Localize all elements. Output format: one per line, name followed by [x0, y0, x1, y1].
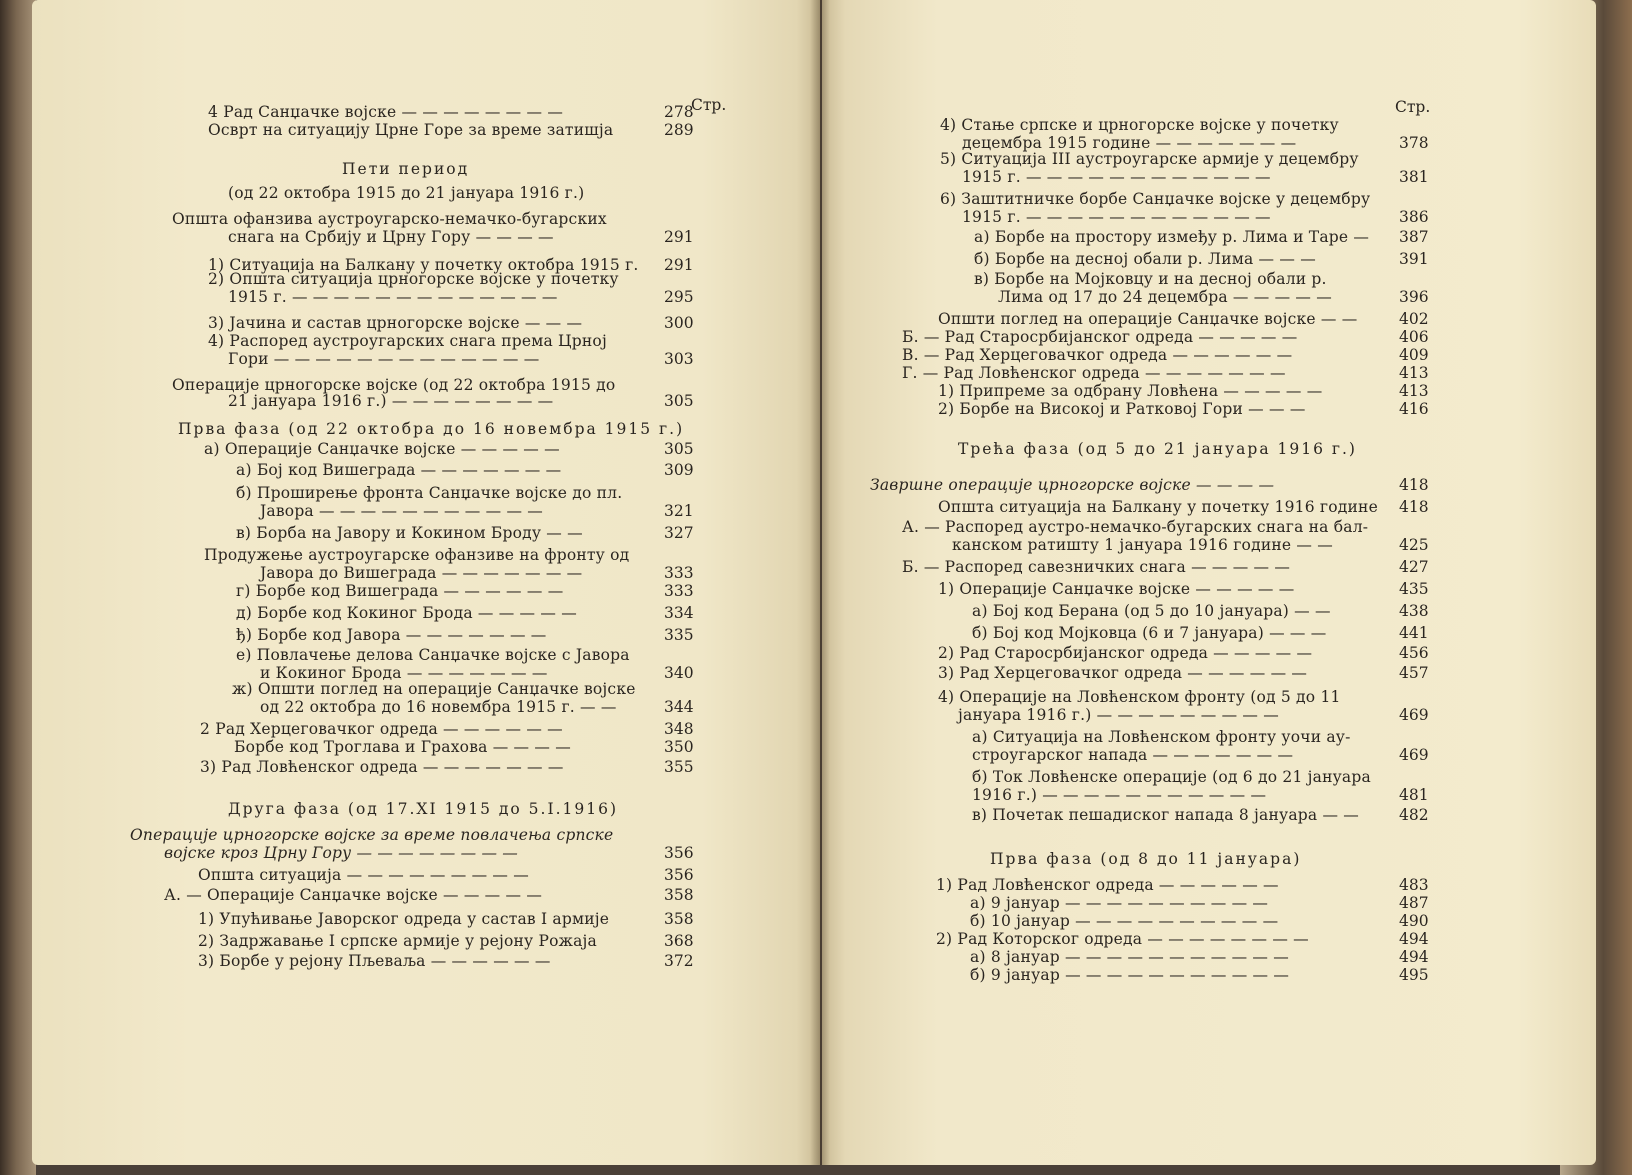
toc-page-number: 350 [664, 738, 694, 756]
toc-entry: и Кокиног Брода — — — — — — — [260, 664, 548, 682]
toc-entry: а) 9 јануар — — — — — — — — — — [970, 894, 1269, 912]
toc-page-number: 495 [1399, 966, 1429, 984]
toc-entry: снага на Србију и Црну Гору — — — — [228, 228, 554, 246]
toc-page-number: 435 [1399, 580, 1429, 598]
toc-entry: Општа ситуација на Балкану у почетку 1916 године [938, 498, 1378, 516]
toc-page-number: 494 [1399, 930, 1429, 948]
toc-entry: 1915 г. — — — — — — — — — — — — [962, 168, 1271, 186]
toc-entry: г) Борбе код Вишеграда — — — — — — [236, 582, 564, 600]
toc-page-number: 358 [664, 910, 694, 928]
toc-entry: е) Повлачење делова Санџачке војске с Јавора [236, 646, 630, 664]
toc-page-number: 378 [1399, 134, 1429, 152]
toc-entry: б) Ток Ловћенске операције (од 6 до 21 јануара [972, 768, 1371, 786]
toc-entry: Завршне операције црногорске војске — — — — [870, 476, 1275, 494]
toc-page-number: 438 [1399, 602, 1429, 620]
toc-entry: б) 10 јануар — — — — — — — — — — [970, 912, 1279, 930]
toc-entry: Гори — — — — — — — — — — — — — [228, 350, 540, 368]
toc-entry: од 22 октобра до 16 новембра 1915 г. — — [260, 698, 617, 716]
toc-entry: Г. — Рад Ловћенског одреда — — — — — — — [902, 364, 1286, 382]
toc-entry: 1) Операције Санџачке војске — — — — — [938, 580, 1295, 598]
toc-entry: 2 Рад Херцеговачког одреда — — — — — — [200, 720, 563, 738]
toc-entry: Јавора — — — — — — — — — — — [260, 502, 543, 520]
section-heading: Трећа фаза (од 5 до 21 јануара 1916 г.) [958, 440, 1357, 458]
toc-entry: д) Борбе код Кокиног Брода — — — — — [236, 604, 577, 622]
toc-page-number: 303 [664, 350, 694, 368]
toc-entry: Општи поглед на операције Санџачке војске — — [938, 310, 1358, 328]
toc-page-number: 321 [664, 502, 694, 520]
toc-entry: 1) Ситуација на Балкану у почетку октобра 1915 г. [208, 256, 639, 274]
toc-page-number: 300 [664, 314, 694, 332]
toc-page-number: 289 [664, 121, 694, 139]
toc-entry: Б. — Рад Старосрбијанског одреда — — — — — [902, 328, 1298, 346]
toc-entry: Осврт на ситуацију Црне Горе за време затишја [208, 121, 614, 139]
section-heading: Друга фаза (од 17.XI 1915 до 5.I.1916) [228, 800, 619, 818]
toc-page-number: 344 [664, 698, 694, 716]
toc-page-number: 358 [664, 886, 694, 904]
toc-page-number: 483 [1399, 876, 1429, 894]
right-page [822, 0, 1596, 1165]
toc-entry: јануара 1916 г.) — — — — — — — — — [958, 706, 1279, 724]
toc-entry: 1915 г. — — — — — — — — — — — — [962, 208, 1271, 226]
toc-page-number: 356 [664, 866, 694, 884]
toc-entry: ђ) Борбе код Јавора — — — — — — — [236, 626, 547, 644]
toc-page-number: 456 [1399, 644, 1429, 662]
toc-page-number: 469 [1399, 746, 1429, 764]
toc-page-number: 386 [1399, 208, 1429, 226]
toc-page-number: 391 [1399, 250, 1429, 268]
toc-page-number: 418 [1399, 476, 1429, 494]
toc-entry: ж) Општи поглед на операције Санџачке војске [232, 680, 636, 698]
toc-entry: Борбе код Троглава и Грахова — — — — [234, 738, 571, 756]
toc-entry: 21 јануара 1916 г.) — — — — — — — — [228, 392, 554, 410]
toc-entry: децембра 1915 године — — — — — — — [962, 134, 1297, 152]
toc-page-number: 333 [664, 564, 694, 582]
toc-entry: 2) Општа ситуација црногорске војске у почетку [208, 270, 619, 288]
toc-page-number: 305 [664, 440, 694, 458]
toc-entry: а) Операције Санџачке војске — — — — — [204, 440, 560, 458]
toc-entry: 1915 г. — — — — — — — — — — — — — [228, 288, 558, 306]
toc-entry: 1) Рад Ловћенског одреда — — — — — — [936, 876, 1279, 894]
toc-page-number: 396 [1399, 288, 1429, 306]
toc-page-number: 482 [1399, 806, 1429, 824]
toc-page-number: 427 [1399, 558, 1429, 576]
book-spine-left [0, 0, 36, 1175]
toc-entry: Б. — Распоред савезничких снага — — — — — [902, 558, 1291, 576]
toc-page-number: 340 [664, 664, 694, 682]
toc-entry: Лима од 17 до 24 децембра — — — — — [998, 288, 1332, 306]
toc-entry: а) Борбе на простору између р. Лима и Таре — [974, 228, 1370, 246]
toc-entry: 5) Ситуација III аустроугарске армије у децембру [940, 150, 1359, 168]
toc-page-number: 402 [1399, 310, 1429, 328]
toc-entry: 1916 г.) — — — — — — — — — — — [972, 786, 1267, 804]
toc-entry: б) Проширење фронта Санџачке војске до пл. [236, 484, 623, 502]
toc-page-number: 409 [1399, 346, 1429, 364]
toc-page-number: 413 [1399, 364, 1429, 382]
toc-entry: 2) Рад Старосрбијанског одреда — — — — — [938, 644, 1313, 662]
toc-page-number: 309 [664, 461, 694, 479]
page-column-label: Стр. [691, 96, 727, 114]
section-heading: Пети период [342, 160, 470, 178]
toc-page-number: 334 [664, 604, 694, 622]
toc-page-number: 490 [1399, 912, 1429, 930]
toc-page-number: 441 [1399, 624, 1429, 642]
toc-page-number: 356 [664, 844, 694, 862]
toc-entry: б) Борбе на десној обали р. Лима — — — [974, 250, 1316, 268]
toc-entry: Општа офанзива аустроугарско-немачко-бугарских [172, 210, 607, 228]
toc-entry: 1) Припреме за одбрану Ловћена — — — — — [938, 382, 1323, 400]
toc-page-number: 355 [664, 758, 694, 776]
toc-entry: 2) Борбе на Високој и Ратковој Гори — — — [938, 400, 1306, 418]
toc-page-number: 387 [1399, 228, 1429, 246]
toc-page-number: 278 [664, 103, 694, 121]
toc-entry: б) 9 јануар — — — — — — — — — — — [970, 966, 1290, 984]
toc-page-number: 406 [1399, 328, 1429, 346]
section-heading: Прва фаза (од 8 до 11 јануара) [990, 850, 1302, 868]
toc-page-number: 368 [664, 932, 694, 950]
toc-page-number: 416 [1399, 400, 1429, 418]
toc-page-number: 335 [664, 626, 694, 644]
page-column-label: Стр. [1395, 98, 1431, 116]
toc-entry: 1) Упућивање Јаворског одреда у састав I армије [198, 910, 610, 928]
toc-entry: А. — Распоред аустро-немачко-бугарских снага на бал- [902, 518, 1369, 536]
toc-entry: а) Бој код Вишеграда — — — — — — — [236, 461, 562, 479]
toc-page-number: 418 [1399, 498, 1429, 516]
toc-page-number: 291 [664, 228, 694, 246]
toc-entry: а) Бој код Берана (од 5 до 10 јануара) — — [972, 602, 1331, 620]
toc-entry: строугарског напада — — — — — — — [972, 746, 1294, 764]
toc-page-number: 413 [1399, 382, 1429, 400]
toc-entry: војске кроз Црну Гору — — — — — — — — [164, 844, 518, 862]
toc-entry: 3) Јачина и састав црногорске војске — — — [208, 314, 583, 332]
toc-page-number: 481 [1399, 786, 1429, 804]
toc-entry: А. — Операције Санџачке војске — — — — — [164, 886, 543, 904]
toc-page-number: 469 [1399, 706, 1429, 724]
toc-entry: 3) Борбе у рејону Пљеваља — — — — — — [198, 952, 551, 970]
toc-entry: Продужење аустроугарске офанзиве на фронту од [204, 546, 630, 564]
toc-page-number: 333 [664, 582, 694, 600]
toc-entry: 4) Стање српске и црногорске војске у почетку [940, 116, 1339, 134]
toc-page-number: 425 [1399, 536, 1429, 554]
toc-entry: 3) Рад Ловћенског одреда — — — — — — — [200, 758, 564, 776]
toc-entry: в) Почетак пешадиског напада 8 јануара — — [972, 806, 1359, 824]
toc-entry: Јавора до Вишеграда — — — — — — — [260, 564, 583, 582]
toc-entry: 4 Рад Санџачке војске — — — — — — — — [208, 103, 564, 121]
toc-entry: 3) Рад Херцеговачког одреда — — — — — — [938, 664, 1308, 682]
toc-entry: (од 22 октобра 1915 до 21 јануара 1916 г.) [228, 184, 585, 202]
toc-page-number: 348 [664, 720, 694, 738]
toc-page-number: 305 [664, 392, 694, 410]
toc-entry: а) Ситуација на Ловћенском фронту уочи ау- [972, 728, 1351, 746]
toc-entry: Општа ситуација — — — — — — — — — [198, 866, 529, 884]
toc-entry: 6) Заштитничке борбе Санџачке војске у децембру [940, 190, 1371, 208]
toc-page-number: 487 [1399, 894, 1429, 912]
toc-entry: 4) Операције на Ловћенском фронту (од 5 до 11 [938, 688, 1341, 706]
toc-entry: Операције црногорске војске (од 22 октобра 1915 до [172, 376, 616, 394]
toc-page-number: 457 [1399, 664, 1429, 682]
toc-entry: Операције црногорске војске за време повлачења српске [130, 826, 614, 844]
toc-entry: 2) Рад Которског одреда — — — — — — — — [936, 930, 1309, 948]
toc-entry: канском ратишту 1 јануара 1916 године — — [952, 536, 1333, 554]
toc-page-number: 381 [1399, 168, 1429, 186]
section-heading: Прва фаза (од 22 октобра до 16 новембра 1915 г.) [178, 420, 685, 438]
toc-entry: 2) Задржавање I српске армије у рејону Рожаја [198, 932, 597, 950]
toc-page-number: 372 [664, 952, 694, 970]
toc-entry: в) Борбе на Мојковцу и на десној обали р. [974, 270, 1327, 288]
toc-entry: б) Бој код Мојковца (6 и 7 јануара) — — — [972, 624, 1327, 642]
toc-page-number: 295 [664, 288, 694, 306]
toc-entry: В. — Рад Херцеговачког одреда — — — — — — [902, 346, 1293, 364]
toc-page-number: 494 [1399, 948, 1429, 966]
toc-entry: в) Борба на Јавору и Кокином Броду — — [236, 524, 583, 542]
toc-entry: 4) Распоред аустроугарских снага према Црној [208, 332, 607, 350]
left-page [32, 0, 820, 1165]
toc-page-number: 327 [664, 524, 694, 542]
toc-page-number: 291 [664, 256, 694, 274]
book-gutter [810, 0, 830, 1165]
toc-entry: а) 8 јануар — — — — — — — — — — — [970, 948, 1289, 966]
